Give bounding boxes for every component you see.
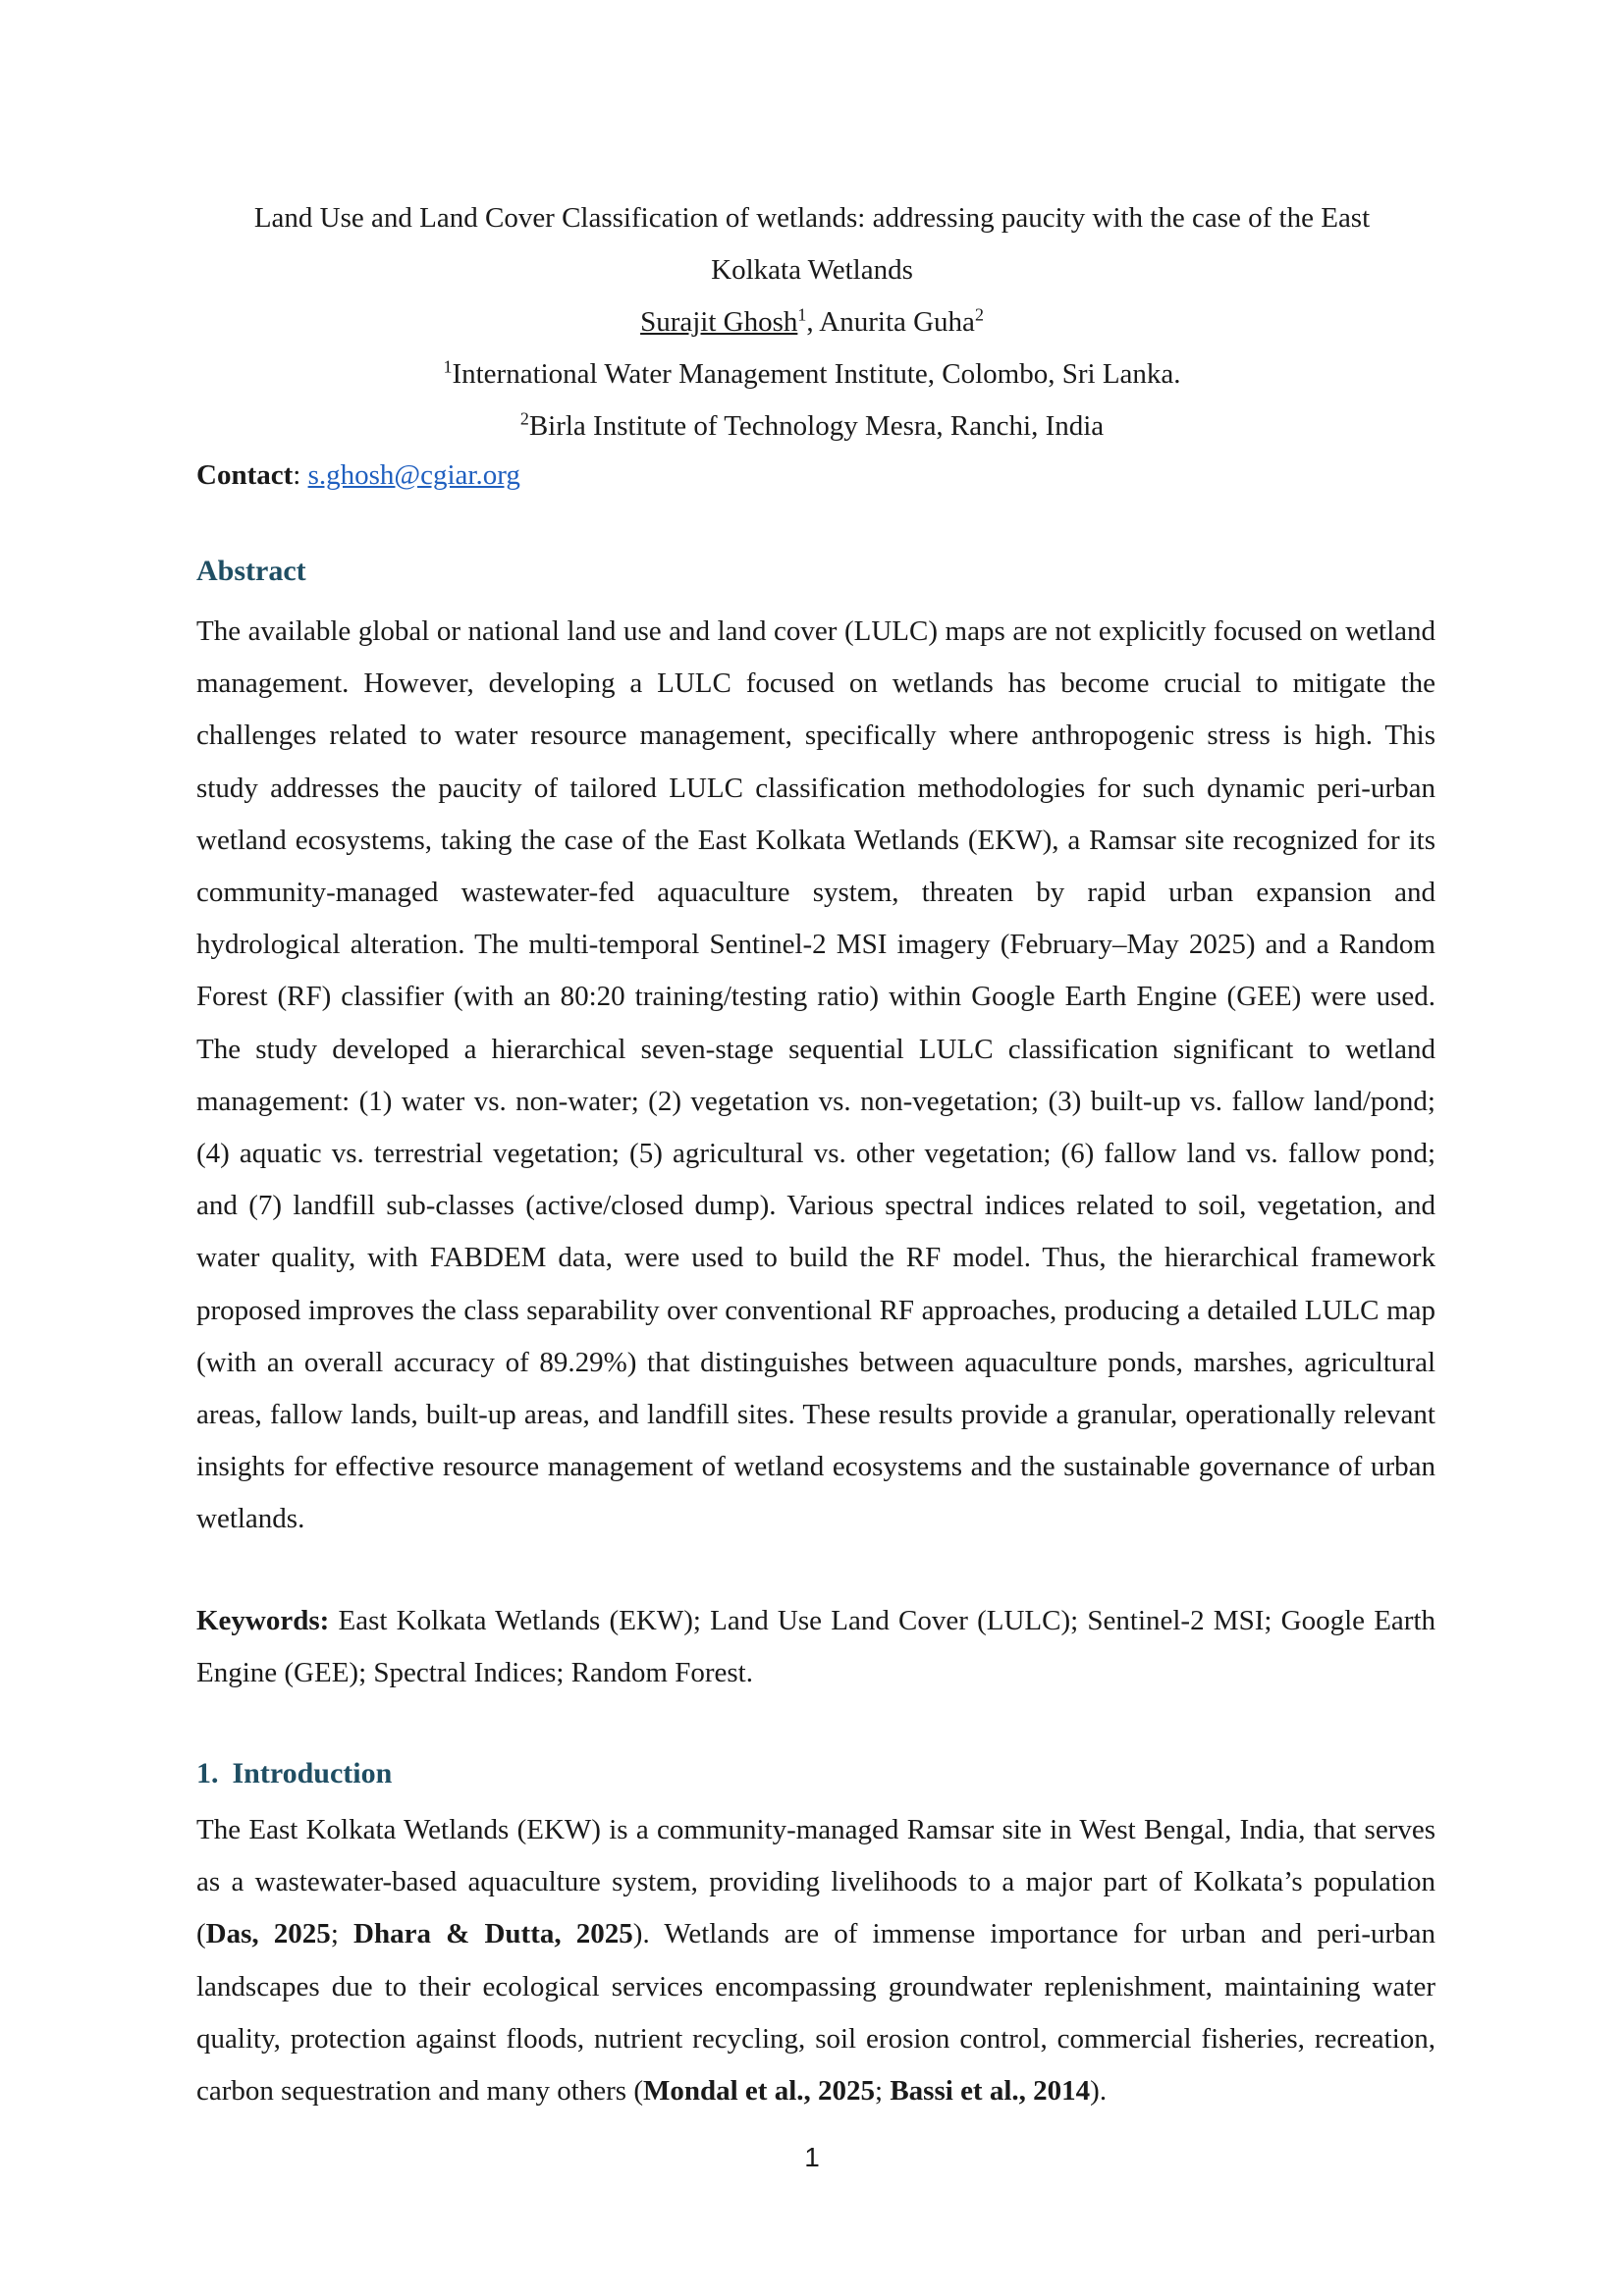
abstract-text: The available global or national land use and land cover (LULC) maps are not explicitly focused on wetland management. However, developing a LULC focused on wetlands has become crucial to mitigate the challenges related to water resource management, specifically where anthropogenic stress is high. This study addresses the paucity of tailored LULC classification methodologies for such dynamic peri-urban wetland ecosystems, taking the case of the East Kolkata Wetlands (EKW), a Ramsar site recognized for its community-managed wastewater-fed aquaculture system, threaten by rapid urban expansion and hydrological alteration. The multi-temporal Sentinel-2 MSI imagery (February–May 2025) and a Random Forest (RF) classifier (with an 80:20 training/testing ratio) within Google Earth Engine (GEE) were used. The study developed a hierarchical seven-stage sequential LULC classification significant to wetland management: (1) water vs. non-water; (2) vegetation vs. non-vegetation; (3) built-up vs. fallow land/pond; (4) aquatic vs. terrestrial vegetation; (5) agricultural vs. other vegetation; (6) fallow land vs. fallow pond; and (7) landfill sub-classes (active/closed dump). Various spectral indices related to soil, vegetation, and water quality, with FABDEM data, were used to build the RF model. Thus, the hierarchical framework proposed improves the class separability over conventional RF approaches, producing a detailed LULC map (with an overall accuracy of 89.29%) that distinguishes between aquaculture ponds, marshes, agricultural areas, fallow lands, built-up areas, and landfill sites. These results provide a granular, operationally relevant insights for effective resource management of wetland ecosystems and the sustainable governance of urban wetlands. [196, 615, 1435, 1535]
title-block [196, 192, 1428, 453]
introduction-paragraph [196, 1804, 1435, 2117]
affiliation-1 [196, 348, 1428, 400]
author-2-affiliation-mark: 2 [974, 304, 984, 325]
affiliation-2 [196, 400, 1428, 453]
citation-das-2025: Das, 2025 [205, 1918, 331, 1950]
intro-text-part-3: ). [1090, 2075, 1108, 2108]
author-1-affiliation-mark: 1 [797, 304, 807, 325]
paper-title-line-2: Kolkata Wetlands [711, 254, 913, 286]
introduction-heading [196, 1757, 392, 1790]
affiliation-2-mark: 2 [519, 408, 529, 429]
keywords-text: East Kolkata Wetlands (EKW); Land Use Land Cover (LULC); Sentinel-2 MSI; Google Earth Engine (GEE); Spectral Indices; Random Forest. [196, 1605, 1435, 1689]
affiliation-2-text: Birla Institute of Technology Mesra, Ranchi, India [528, 410, 1105, 442]
contact-email-link[interactable]: s.ghosh@cgiar.org [307, 459, 520, 491]
keywords-paragraph [196, 1595, 1435, 1699]
author-2-name: Anurita Guha [819, 306, 975, 338]
citation-dhara-dutta-2025: Dhara & Dutta, 2025 [353, 1918, 633, 1950]
affiliation-1-mark: 1 [443, 356, 453, 377]
author-separator: , [806, 306, 820, 338]
author-1-name: Surajit Ghosh [640, 306, 798, 338]
intro-text-part-1: The East Kolkata Wetlands (EKW) is a community-managed Ramsar site in West Bengal, India, that serves as a wastewater-based aquaculture system, providing livelihoods to a major part of Kolkata’s population ( [196, 1814, 1435, 1950]
page-number: 1 [804, 2142, 820, 2172]
intro-text-part-2: ). Wetlands are of immense importance for urban and peri-urban landscapes due to their ecological services encompassing groundwater replenishment, maintaining water quality, protection against floods, nutrient recycling, soil erosion control, commercial fisheries, recreation, carbon sequestration and many others ( [196, 1918, 1436, 2108]
contact-colon: : [293, 459, 308, 491]
section-title: Introduction [232, 1757, 393, 1789]
contact-label: Contact [196, 459, 294, 491]
citation-separator-2: ; [875, 2075, 891, 2108]
keywords-label: Keywords: [196, 1605, 330, 1636]
section-number: 1. [196, 1757, 219, 1789]
author-list [196, 296, 1428, 348]
citation-bassi-2014: Bassi et al., 2014 [890, 2075, 1091, 2108]
contact-line [196, 454, 520, 498]
citation-separator-1: ; [330, 1918, 354, 1950]
paper-title-line-1: Land Use and Land Cover Classification of wetlands: addressing paucity with the case of the East [253, 202, 1371, 234]
affiliation-1-text: International Water Management Institute, Colombo, Sri Lanka. [452, 358, 1181, 390]
citation-mondal-2025: Mondal et al., 2025 [643, 2075, 876, 2108]
abstract-heading: Abstract [196, 555, 306, 587]
